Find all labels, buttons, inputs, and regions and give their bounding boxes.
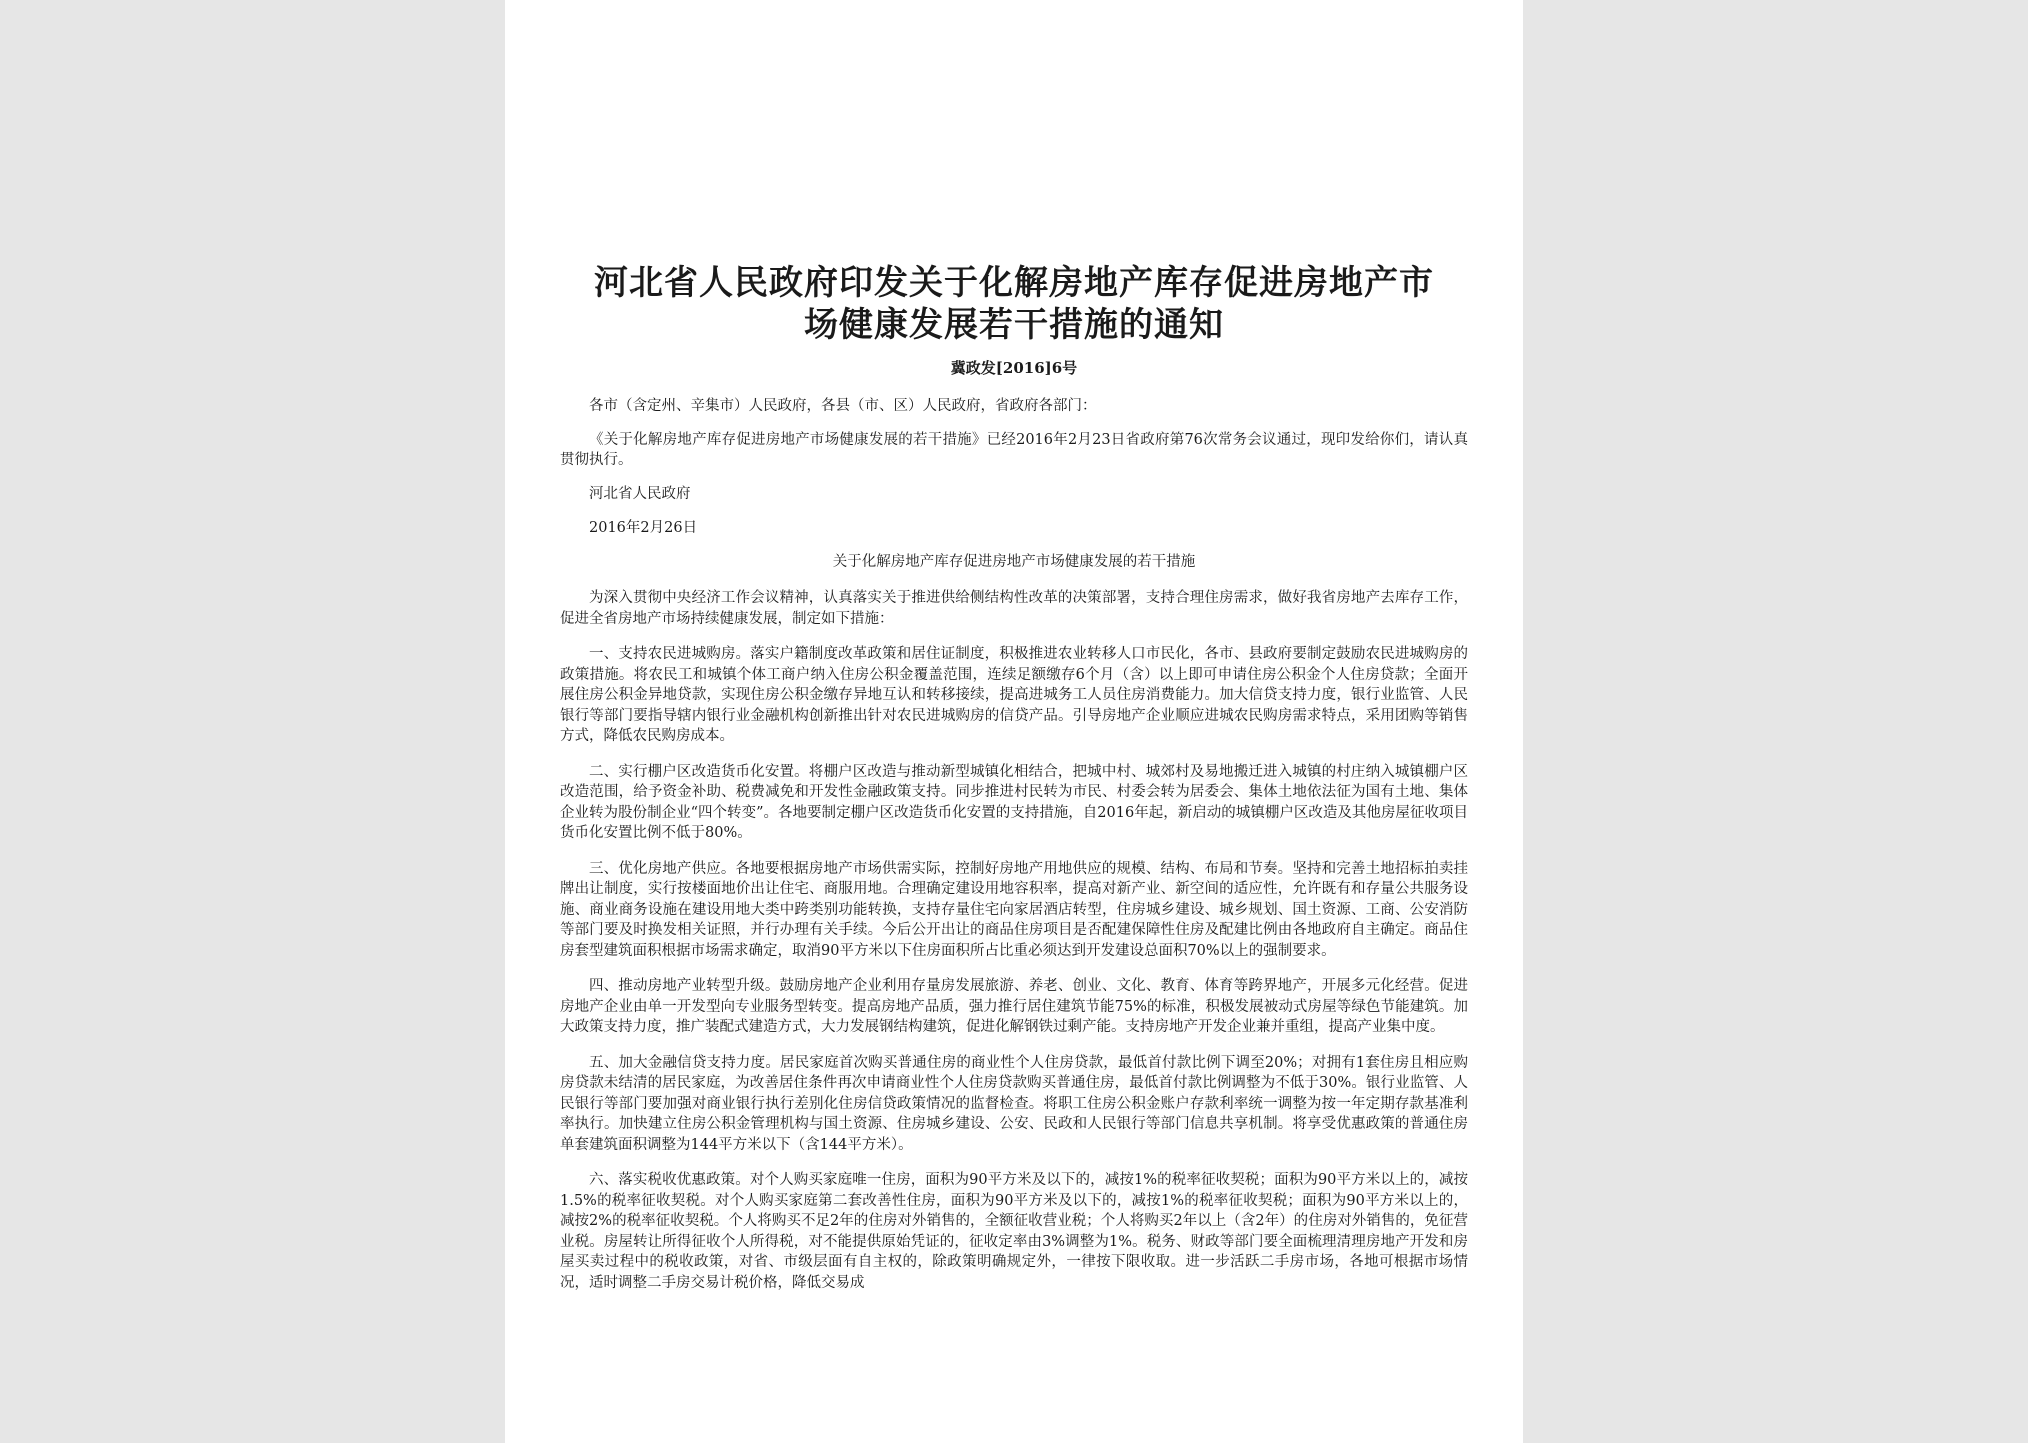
- issue-date: 2016年2月26日: [589, 520, 698, 536]
- measure-paragraph-4: 四、推动房地产业转型升级。鼓励房地产企业利用存量房发展旅游、养老、创业、文化、教育、体育等跨界地产，开展多元化经营。促进房地产企业由单一开发型向专业服务型转变。提高房地产品质，强力推行居住建筑节能75%的标准，积极发展被动式房屋等绿色节能建筑。加大政策支持力度，推广装配式建造方式，大力发展钢结构建筑，促进化解钢铁过剩产能。支持房地产开发企业兼并重组，提高产业集中度。: [560, 978, 1468, 1035]
- document-content: [560, 262, 1468, 1308]
- issuer: 河北省人民政府: [589, 486, 691, 502]
- document-number: 冀政发[2016]6号: [950, 359, 1078, 377]
- document-page: [505, 0, 1523, 1443]
- measures-title: 关于化解房地产库存促进房地产市场健康发展的若干措施: [832, 554, 1196, 570]
- measure-paragraph-6: 六、落实税收优惠政策。对个人购买家庭唯一住房，面积为90平方米及以下的，减按1%的税率征收契税；面积为90平方米以上的，减按1.5%的税率征收契税。对个人购买家庭第二套改善性住房，面积为90平方米及以下的，减按1%的税率征收契税；面积为90平方米以上的，减按2%的税率征收契税。个人将购买不足2年的住房对外销售的，全额征收营业税；个人将购买2年以上（含2年）的住房对外销售的，免征营业税。房屋转让所得征收个人所得税，对不能提供原始凭证的，征收定率由3%调整为1%。税务、财政等部门要全面梳理清理房地产开发和房屋买卖过程中的税收政策，对省、市级层面有自主权的，除政策明确规定外，一律按下限收取。进一步活跃二手房市场，各地可根据市场情况，适时调整二手房交易计税价格，降低交易成: [560, 1172, 1468, 1291]
- salutation: 各市（含定州、辛集市）人民政府，各县（市、区）人民政府，省政府各部门：: [589, 398, 1097, 414]
- measure-paragraph-2: 二、实行棚户区改造货币化安置。将棚户区改造与推动新型城镇化相结合，把城中村、城郊村及易地搬迁进入城镇的村庄纳入城镇棚户区改造范围，给予资金补助、税费减免和开发性金融政策支持。同步推进村民转为市民、村委会转为居委会、集体土地依法征为国有土地、集体企业转为股份制企业“四个转变”。各地要制定棚户区改造货币化安置的支持措施，自2016年起，新启动的城镇棚户区改造及其他房屋征收项目货币化安置比例不低于80%。: [560, 763, 1468, 841]
- intro-paragraph: 《关于化解房地产库存促进房地产市场健康发展的若干措施》已经2016年2月23日省政府第76次常务会议通过，现印发给你们，请认真贯彻执行。: [560, 432, 1468, 468]
- document-title: [560, 262, 1468, 346]
- measure-paragraph-1: 一、支持农民进城购房。落实户籍制度改革政策和居住证制度，积极推进农业转移人口市民化，各市、县政府要制定鼓励农民进城购房的政策措施。将农民工和城镇个体工商户纳入住房公积金覆盖范围，连续足额缴存6个月（含）以上即可申请住房公积金个人住房贷款；全面开展住房公积金异地贷款，实现住房公积金缴存异地互认和转移接续，提高进城务工人员住房消费能力。加大信贷支持力度，银行业监管、人民银行等部门要指导辖内银行业金融机构创新推出针对农民进城购房的信贷产品。引导房地产企业顺应进城农民购房需求特点，采用团购等销售方式，降低农民购房成本。: [560, 646, 1468, 744]
- preamble-paragraph: 为深入贯彻中央经济工作会议精神，认真落实关于推进供给侧结构性改革的决策部署，支持合理住房需求，做好我省房地产去库存工作，促进全省房地产市场持续健康发展，制定如下措施：: [560, 590, 1468, 627]
- title-line-1: 河北省人民政府印发关于化解房地产库存促进房地产市: [594, 263, 1434, 303]
- title-line-2: 场健康发展若干措施的通知: [804, 305, 1224, 345]
- measure-paragraph-3: 三、优化房地产供应。各地要根据房地产市场供需实际，控制好房地产用地供应的规模、结构、布局和节奏。坚持和完善土地招标拍卖挂牌出让制度，实行按楼面地价出让住宅、商服用地。合理确定建设用地容积率，提高对新产业、新空间的适应性，允许既有和存量公共服务设施、商业商务设施在建设用地大类中跨类别功能转换，支持存量住宅向家居酒店转型，住房城乡建设、城乡规划、国土资源、工商、公安消防等部门要及时换发相关证照，并行办理有关手续。今后公开出让的商品住房项目是否配建保障性住房及配建比例由各地政府自主确定。商品住房套型建筑面积根据市场需求确定，取消90平方米以下住房面积所占比重必须达到开发建设总面积70%以上的强制要求。: [560, 860, 1468, 959]
- measure-paragraph-5: 五、加大金融信贷支持力度。居民家庭首次购买普通住房的商业性个人住房贷款，最低首付款比例下调至20%；对拥有1套住房且相应购房贷款未结清的居民家庭，为改善居住条件再次申请商业性个人住房贷款购买普通住房，最低首付款比例调整为不低于30%。银行业监管、人民银行等部门要加强对商业银行执行差别化住房信贷政策情况的监督检查。将职工住房公积金账户存款利率统一调整为按一年定期存款基准利率执行。加快建立住房公积金管理机构与国土资源、住房城乡建设、公安、民政和人民银行等部门信息共享机制。将享受优惠政策的普通住房单套建筑面积调整为144平方米以下（含144平方米）。: [560, 1054, 1468, 1153]
